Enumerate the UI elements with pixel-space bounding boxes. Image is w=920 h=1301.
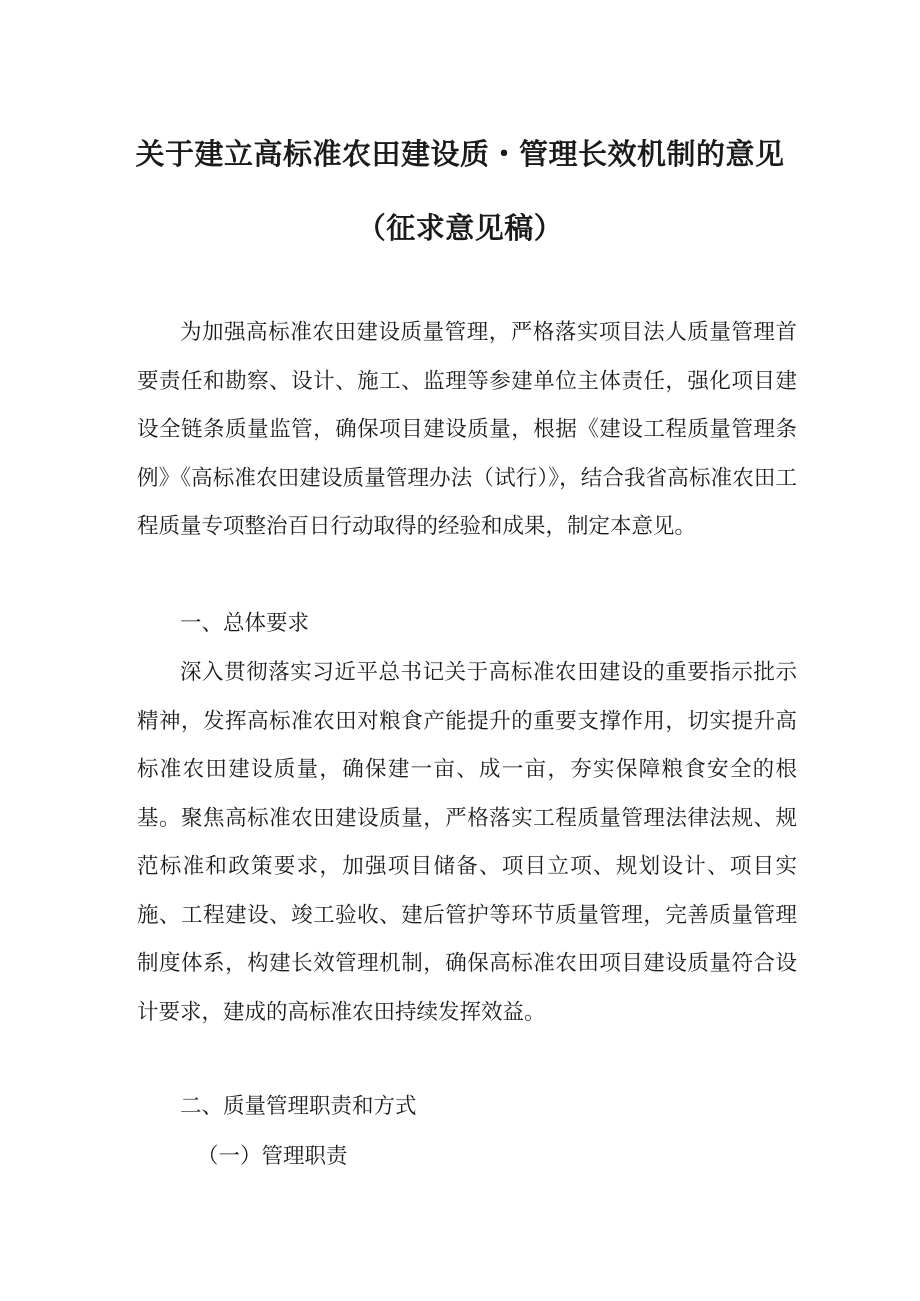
subsection-1-heading: （一）管理职责 — [197, 1144, 348, 1169]
intro-paragraph: 为加强高标准农田建设质量管理，严格落实项目法人质量管理首要责任和勘察、设计、施工、监理等参建单位主体责任，强化项目建设全链条质量监管，确保项目建设质量，根据《建设工程质量管理条例》《高标准农田建设质量管理办法（试行）》，结合我省高标准农田工程质量专项整治百日行动取得的经验和成果，制定本意见。 — [137, 320, 797, 539]
section-2-heading: 二、质量管理职责和方式 — [180, 1094, 417, 1119]
document-subtitle: （征求意见稿） — [356, 211, 564, 245]
section-1-paragraph: 深入贯彻落实习近平总书记关于高标准农田建设的重要指示批示精神，发挥高标准农田对粮食产能提升的重要支撑作用，切实提升高标准农田建设质量，确保建一亩、成一亩，夯实保障粮食安全的根基。聚焦高标准农田建设质量，严格落实工程质量管理法律法规、规范标准和政策要求，加强项目储备、项目立项、规划设计、项目实施、工程建设、竣工验收、建后管护等环节质量管理，完善质量管理制度体系，构建长效管理机制，确保高标准农田项目建设质量符合设计要求，建成的高标准农田持续发挥效益。 — [137, 660, 797, 1025]
document-title: 关于建立高标准农田建设质・管理长效机制的意见 — [135, 137, 785, 171]
section-1-heading: 一、总体要求 — [180, 611, 310, 636]
